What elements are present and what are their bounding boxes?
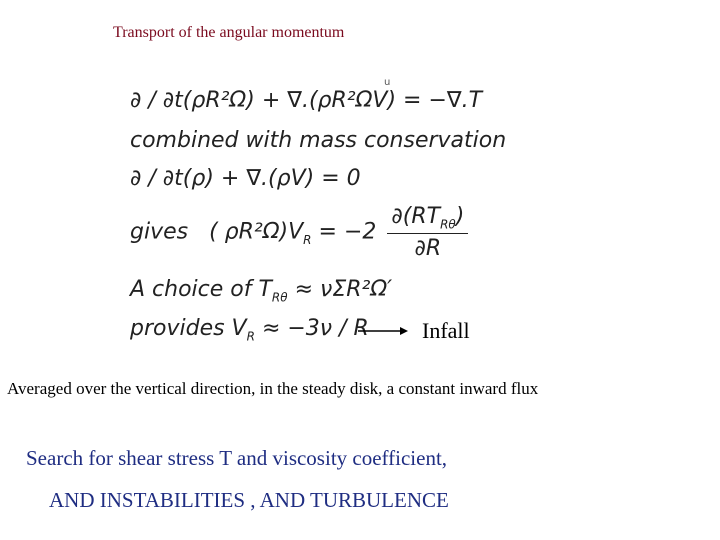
gives-denominator: ∂R bbox=[414, 236, 442, 262]
infall-label: Infall bbox=[422, 318, 470, 343]
gives-fraction bbox=[387, 204, 468, 261]
gives-rhs-prefix: = −2 bbox=[318, 219, 377, 245]
choice-equation: A choice of $T_{R\theta} \approx \nu\Sigma R^2\Omega'$ bbox=[130, 277, 393, 305]
infall-arrow-icon bbox=[358, 325, 408, 337]
combined-text: combined with mass conservation bbox=[130, 128, 507, 153]
averaged-text: Averaged over the vertical direction, in the steady disk, a constant inward flux bbox=[7, 379, 539, 398]
search-text: Search for shear stress T and viscosity coefficient, bbox=[26, 446, 448, 470]
provides-equation: provides $V_R \approx -3\nu / R$ bbox=[130, 316, 369, 344]
angular-momentum-equation: ∂ / ∂t(ρR²Ω) + ∇.(ρR²ΩV) = −∇.T bbox=[130, 88, 483, 113]
gives-equation bbox=[130, 204, 468, 261]
gives-word: gives bbox=[130, 219, 189, 245]
slide-title: Transport of the angular momentum bbox=[113, 24, 345, 41]
gives-lhs: ( ρR²Ω)V bbox=[209, 219, 304, 245]
vector-overmark: u bbox=[384, 77, 391, 88]
gives-lhs-sub: R bbox=[303, 233, 312, 248]
mass-conservation-equation: ∂ / ∂t(ρ) + ∇.(ρV) = 0 bbox=[130, 166, 361, 191]
gives-numerator: $\partial(RT_{R\theta})$ bbox=[387, 204, 468, 234]
instabilities-text: AND INSTABILITIES , AND TURBULENCE bbox=[49, 488, 449, 512]
